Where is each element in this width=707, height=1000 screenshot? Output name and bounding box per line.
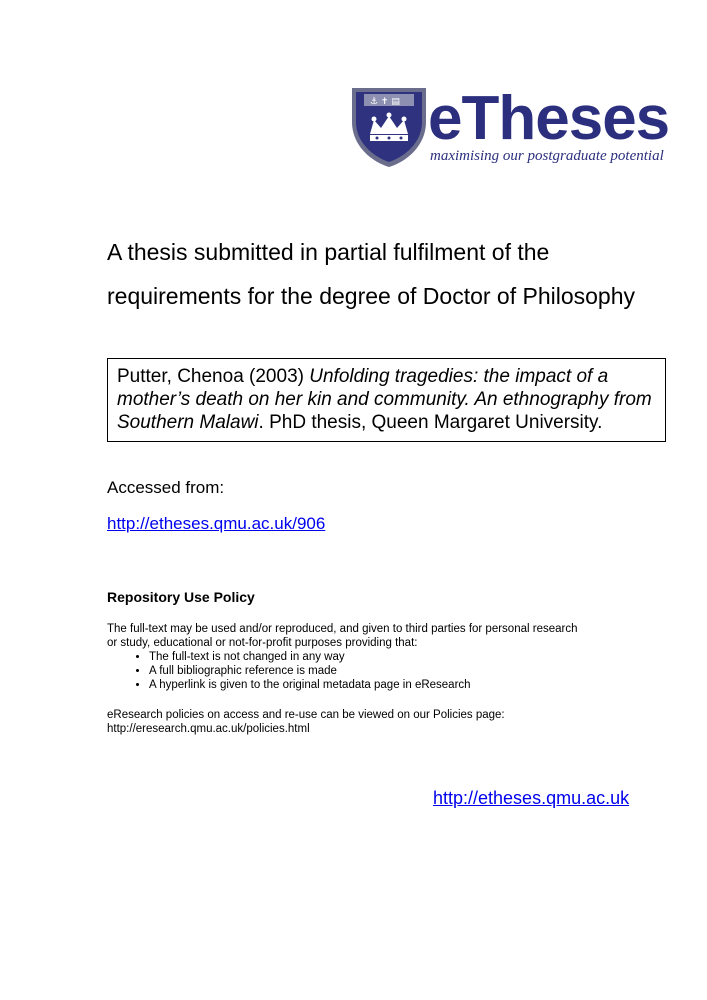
policy-bullet: • A hyperlink is given to the original metadata page in eResearch [149,678,587,692]
citation-author-year: Putter, Chenoa (2003) [117,366,310,387]
policy-body [107,622,587,692]
policy-note-url: http://eresearch.qmu.ac.uk/policies.html [107,723,310,735]
policy-note-line-1: eResearch policies on access and re-use can be viewed on our Policies page: [107,709,505,721]
logo-word-theses: Theses [461,84,670,153]
citation-title: Unfolding tragedies: the impact of a mother’s death on her kin and community. An ethnography from Southern Malawi [117,366,652,433]
accessed-url-link[interactable]: http://etheses.qmu.ac.uk/906 [107,514,326,533]
accessed-label: Accessed from: [107,478,225,497]
policy-intro: The full-text may be used and/or reproduced, and given to third parties for personal research or study, educational or not-for-profit purposes providing that: [107,623,578,649]
shield-crown-icon [350,82,428,168]
footer-url-link[interactable]: http://etheses.qmu.ac.uk [433,788,630,808]
logo-tagline: maximising our postgraduate potential [430,148,664,164]
citation-box [107,358,666,442]
policy-bullet-list [107,650,587,692]
heading-line-1: A thesis submitted in partial fulfilment of the [107,239,550,265]
policy-title: Repository Use Policy [107,589,255,605]
svg-text:⚓ ✝ ▤: ⚓ ✝ ▤ [370,97,400,107]
logo-letter-e: e [428,84,462,153]
policy-bullet: • A full bibliographic reference is made [149,664,587,678]
thesis-heading [107,230,687,318]
logo-wordmark [428,86,669,152]
citation-rest: . PhD thesis, Queen Margaret University. [258,412,603,433]
heading-line-2: requirements for the degree of Doctor of Philosophy [107,283,636,309]
policy-note [107,708,587,736]
etheses-logo [350,82,670,168]
policy-bullet: • The full-text is not changed in any way [149,650,587,664]
